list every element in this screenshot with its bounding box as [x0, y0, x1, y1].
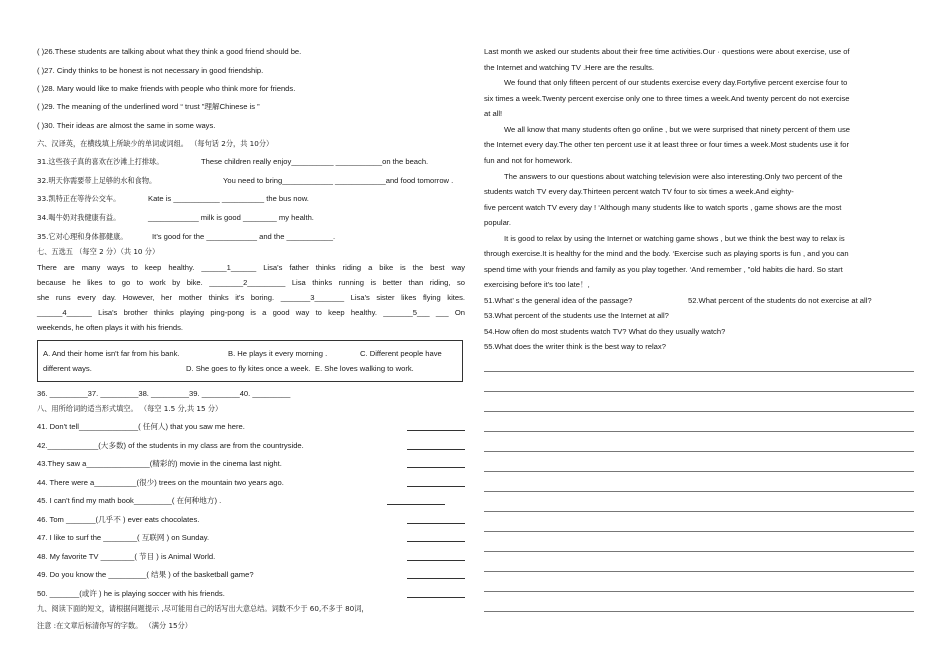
question-44-text: 44. There were a__________(很少) trees on the mountain two years ago. [37, 478, 284, 487]
question-41-text: 41. Don't tell______________( 任何人) that you saw me here. [37, 422, 245, 431]
answers-36-40: 36. _________37. _________38. _________39. _________40. _________ [37, 389, 291, 398]
question-46-text: 46. Tom _______(几乎不 ) ever eats chocolates. [37, 515, 200, 524]
reading-line-9: The answers to our questions about watching television were also interesting.Only two percent of the [504, 172, 843, 181]
question-34-chinese: 34.喝牛奶对我健康有益。 [37, 213, 121, 222]
answer-blank[interactable] [407, 441, 465, 450]
question-43 [37, 459, 465, 469]
options-box [37, 340, 463, 382]
reading-line-5: at all! [484, 109, 503, 118]
answer-blank[interactable] [407, 478, 465, 487]
question-42 [37, 441, 465, 451]
question-26: ( )26.These students are talking about what they think a good friend should be. [37, 47, 302, 56]
answer-line[interactable] [484, 431, 914, 432]
question-48 [37, 552, 465, 562]
question-31-english: These children really enjoy__________ ___________on the beach. [201, 157, 429, 166]
question-32 [37, 176, 465, 186]
question-30: ( )30. Their ideas are almost the same in some ways. [37, 121, 216, 130]
option-a: A. And their home isn't far from his bank. [43, 349, 180, 358]
answer-line[interactable] [484, 371, 914, 372]
question-54: 54.How often do most students watch TV? What do they usually watch? [484, 327, 726, 336]
question-52: 52.What percent of the students do not exercise at all? [688, 296, 872, 305]
reading-line-2: the Internet and watching TV .Here are the results. [484, 63, 654, 72]
option-e: E. She loves walking to work. [315, 364, 414, 373]
option-d: D. She goes to fly kites once a week. [186, 364, 311, 373]
answer-line[interactable] [484, 391, 914, 392]
question-47 [37, 533, 465, 543]
reading-line-4: six times a week.Twenty percent exercise only one to three times a week.And twenty percent do not exercise [484, 94, 850, 103]
section-9-note: 注意 :在文章后标清你写的字数。 （满分 15分） [37, 621, 192, 630]
reading-line-10: students watch TV every day.Thirteen percent watch TV four to six times a week.And eighty- [484, 187, 794, 196]
question-35-english: It’s good for the ____________ and the ___________. [152, 232, 336, 241]
question-29: ( )29. The meaning of the underlined word “ trust ”理解Chinese is ” [37, 102, 260, 111]
question-35-chinese: 35.它对心理和身体都健康。 [37, 232, 128, 241]
answer-line[interactable] [484, 451, 914, 452]
question-46 [37, 515, 465, 525]
question-33-chinese: 33.凯特正在等待公交车。 [37, 194, 121, 203]
question-50-text: 50. _______(或许 ) he is playing soccer with his friends. [37, 589, 225, 598]
answer-blank[interactable] [387, 496, 445, 505]
question-45-text: 45. I can't find my math book_________( 在何种地方) . [37, 496, 222, 505]
reading-line-8: fun and not for homework. [484, 156, 573, 165]
question-33 [37, 194, 465, 204]
passage-line-5: weekends, he often plays it with his friends. [37, 323, 184, 332]
answer-line[interactable] [484, 511, 914, 512]
passage-line-1: There are many ways to keep healthy. ______1______ Lisa's father thinks riding a bike is the best way [37, 263, 465, 272]
question-53: 53.What percent of the students use the Internet at all? [484, 311, 669, 320]
option-c-continued: different ways. [43, 364, 92, 373]
reading-line-16: exercising before it's too late！, [484, 280, 590, 289]
reading-line-3: We found that only fifteen percent of our students exercise every day.Fortyfive percent exercise four to [504, 78, 848, 87]
question-27: ( )27. Cindy thinks to be honest is not necessary in good friendship. [37, 66, 264, 75]
reading-line-13: It is good to relax by using the Internet or watching game shows , but we think the best way to relax is [504, 234, 845, 243]
question-31 [37, 157, 465, 167]
passage-line-2: because he likes to go to work by bike. ________2_________ Lisa thinks running is better than riding, so [37, 278, 465, 287]
reading-line-15: spend time with your friends and family as you play together. ‘And remember , ”old habits die hard. So start [484, 265, 843, 274]
question-33-english: Kate is ___________ __________ the bus now. [148, 194, 309, 203]
answer-blank[interactable] [407, 552, 465, 561]
question-34-english: ____________ milk is good ________ my health. [148, 213, 314, 222]
question-43-text: 43.They saw a_______________(精彩的) movie in the cinema last night. [37, 459, 282, 468]
question-32-english: You need to bring____________ ____________and food tomorrow . [223, 176, 454, 185]
option-b: B. He plays it every morning . [228, 349, 328, 358]
question-45 [37, 496, 465, 506]
question-51: 51.What’ s the general idea of the passage? [484, 296, 633, 305]
answer-blank[interactable] [407, 459, 465, 468]
reading-line-6: We all know that many students often go online , but we were surprised that ninety percent of them use [504, 125, 850, 134]
question-31-chinese: 31.这些孩子真的喜欢在沙滩上打排球。 [37, 157, 164, 166]
answer-line[interactable] [484, 531, 914, 532]
answer-line[interactable] [484, 571, 914, 572]
question-42-text: 42.____________(大多数) of the students in my class are from the countryside. [37, 441, 304, 450]
question-49-text: 49. Do you know the _________( 结果 ) of the basketball game? [37, 570, 254, 579]
question-49 [37, 570, 465, 580]
answer-line[interactable] [484, 591, 914, 592]
answer-line[interactable] [484, 551, 914, 552]
question-34 [37, 213, 465, 223]
question-50 [37, 589, 465, 599]
section-6-title: 六、汉译英，在横线填上所缺少的单词或词组。 （每句话 2分，共 10分） [37, 139, 274, 148]
reading-line-1: Last month we asked our students about their free time activities.Our · questions were about exercise, use of [484, 47, 850, 56]
answer-line[interactable] [484, 411, 914, 412]
question-47-text: 47. I like to surf the ________( 互联网 ) on Sunday. [37, 533, 210, 542]
answer-blank[interactable] [407, 422, 465, 431]
answer-line[interactable] [484, 471, 914, 472]
question-28: ( )28. Mary would like to make friends with people who think more for friends. [37, 84, 296, 93]
section-7-title: 七、五选五 （每空 2 分）（共 10 分） [37, 247, 160, 256]
answer-blank[interactable] [407, 533, 465, 542]
question-44 [37, 478, 465, 488]
passage-line-3: she runs every day. However, her mother thinks it's boring. _______3_______ Lisa's sister likes flying kites. [37, 293, 465, 302]
question-55: 55.What does the writer think is the best way to relax? [484, 342, 666, 351]
question-35 [37, 232, 465, 242]
reading-line-11: five percent watch TV every day ! ‘Although many students like to watch sports , game shows are the most [484, 203, 842, 212]
question-32-chinese: 32.明天你需要带上足够的水和食物。 [37, 176, 157, 185]
question-41 [37, 422, 465, 432]
section-9-instructions: 九、阅读下面的短文，请根据问题提示 ,尽可能用自己的话写出大意总结。词数不少于 60,不多于 80词， [37, 604, 369, 613]
answer-line[interactable] [484, 491, 914, 492]
answer-line[interactable] [484, 611, 914, 612]
reading-line-12: popular. [484, 218, 512, 227]
answer-blank[interactable] [407, 589, 465, 598]
section-8-title: 八、用所给词的适当形式填空。 （每空 1.5 分,共 15 分） [37, 404, 223, 413]
option-c: C. Different people have [360, 349, 442, 358]
question-48-text: 48. My favorite TV ________( 节目 ) is Animal World. [37, 552, 216, 561]
passage-line-4: ______4______ Lisa's brother thinks playing ping-pong is a good way to keep healthy. _______5___ ___ On [37, 308, 465, 317]
reading-line-7: the Internet every day.The other ten percent use it at least three or four times a week.Most students use it for [484, 140, 849, 149]
reading-line-14: through exercise.It is healthy for the mind and the body. ‘Exercise such as playing sports is fun , and you can [484, 249, 849, 258]
answer-blank[interactable] [407, 570, 465, 579]
answer-blank[interactable] [407, 515, 465, 524]
